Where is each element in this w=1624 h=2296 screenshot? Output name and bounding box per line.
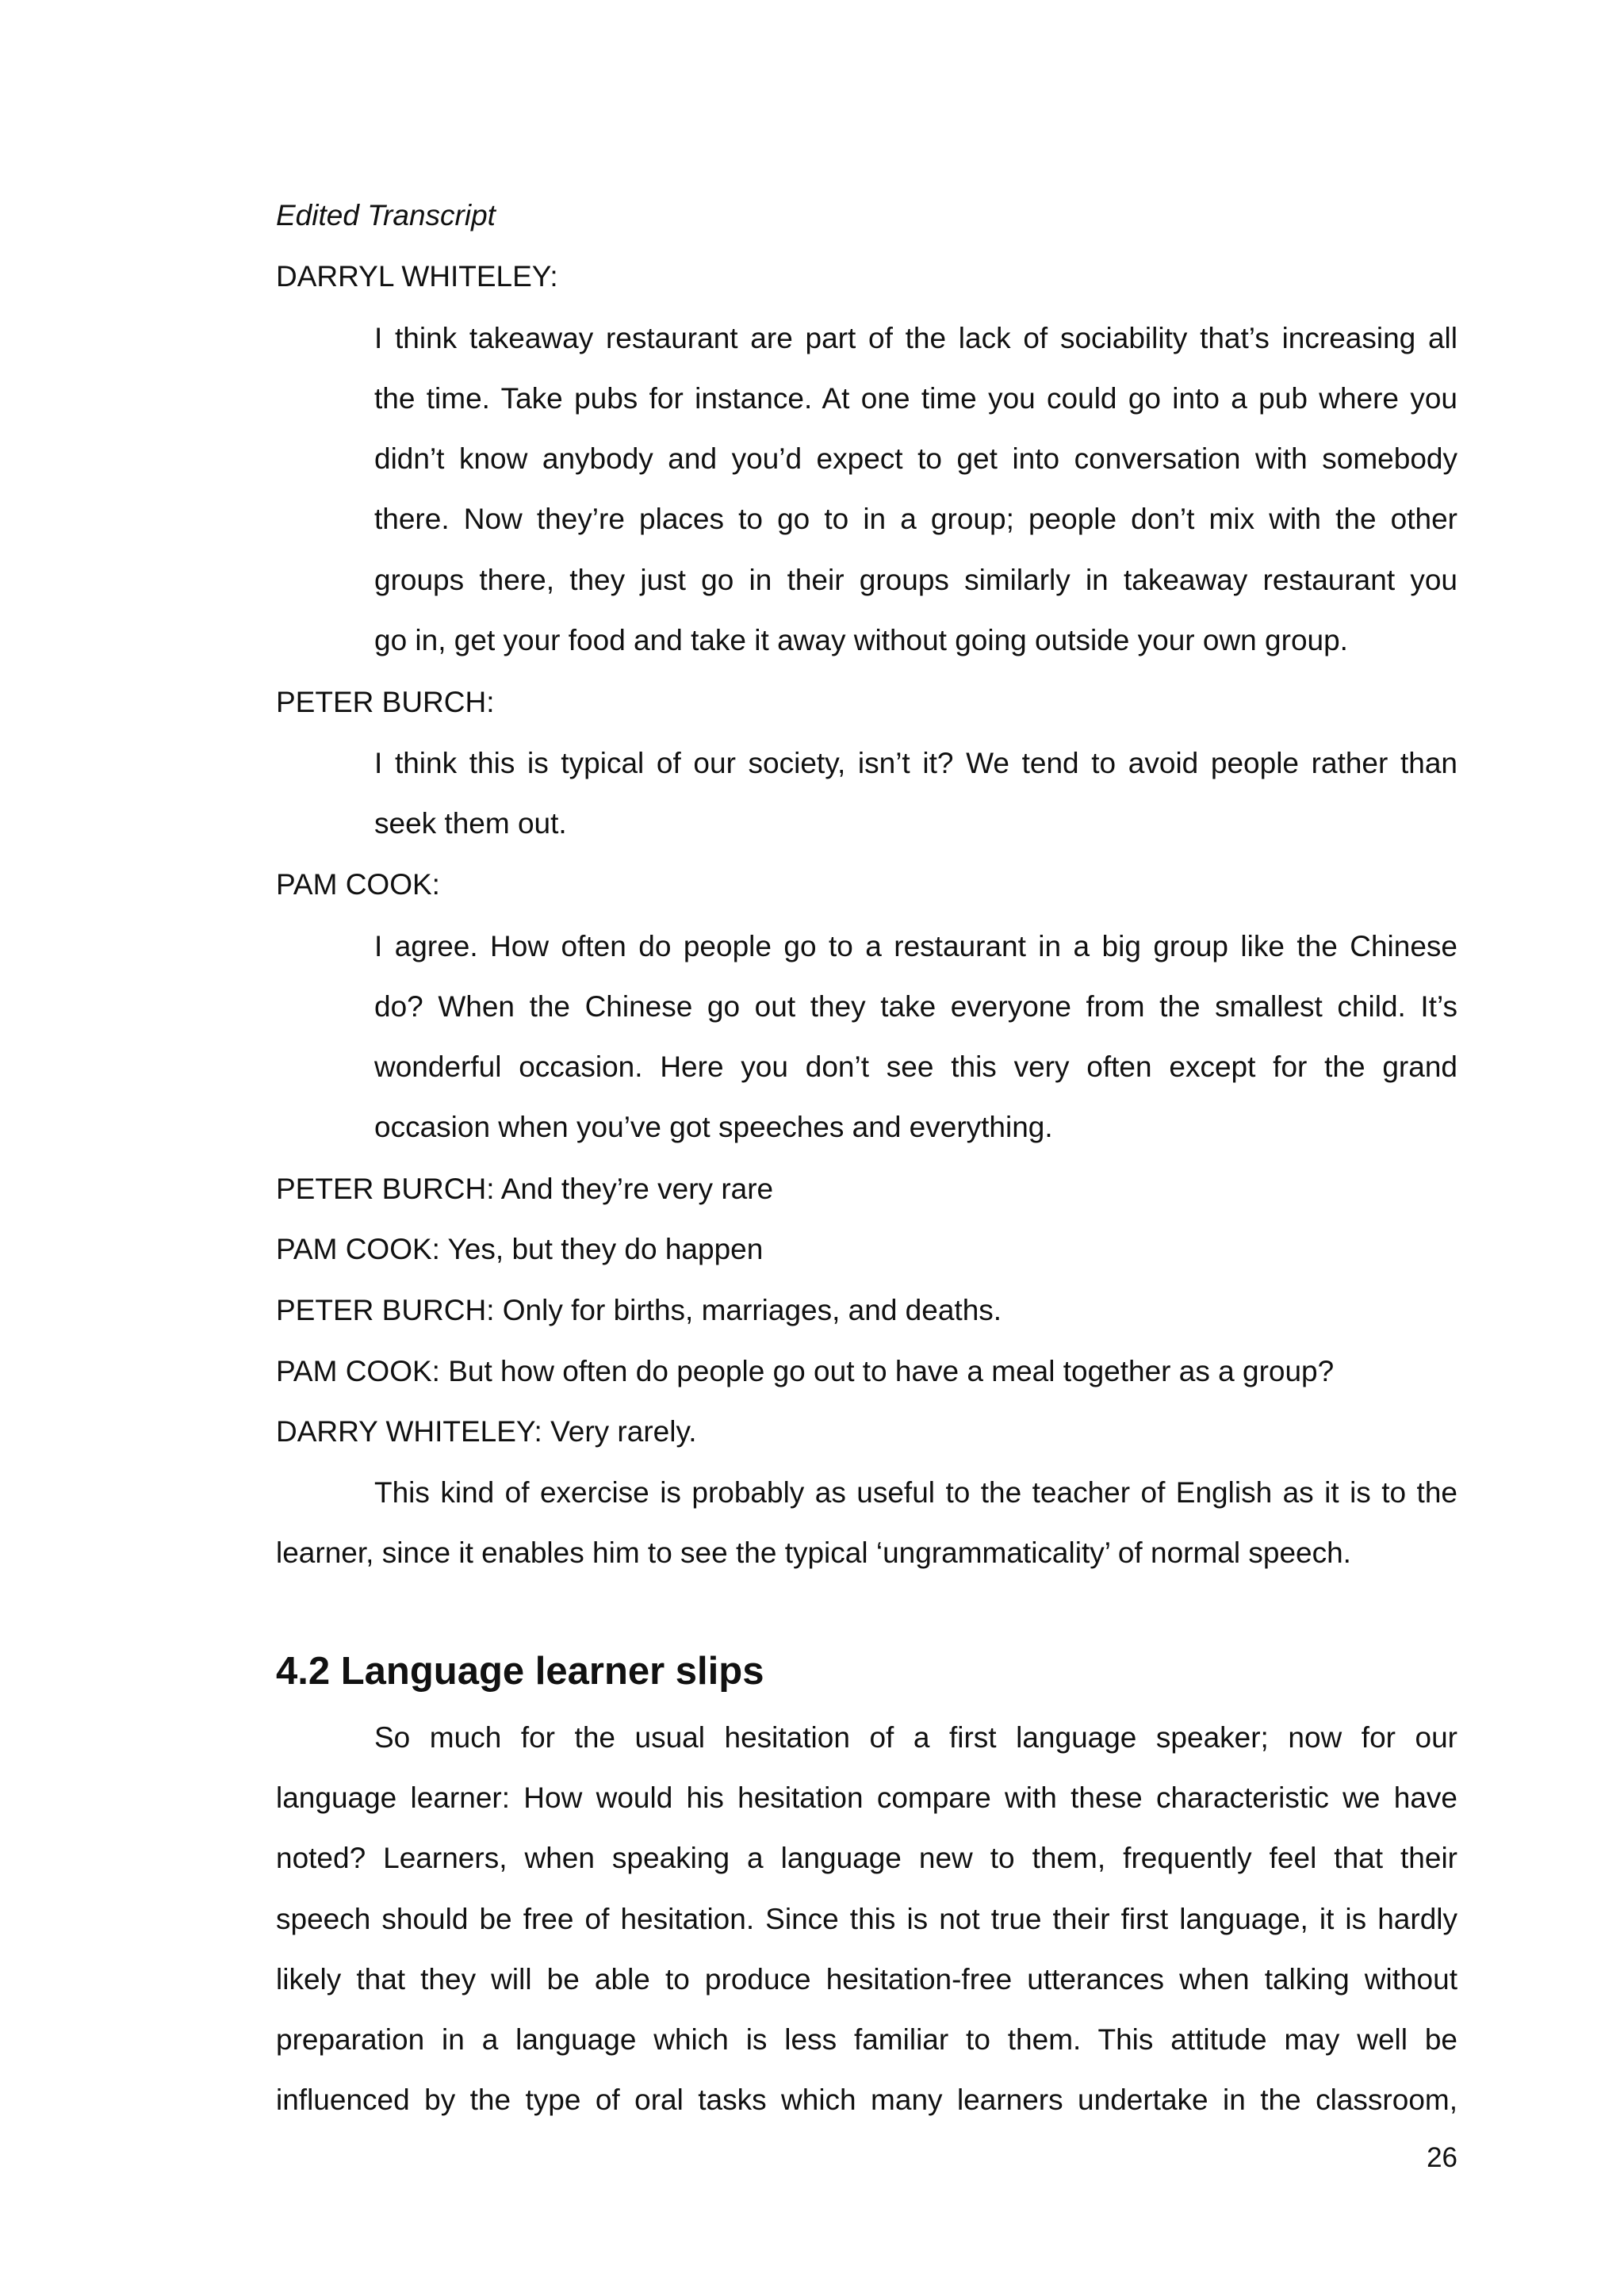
transcript-line: didn’t know anybody and you’d expect to get into conversation with somebody [374,442,1457,475]
transcript-line: the time. Take pubs for instance. At one time you could go into a pub where you [374,382,1457,415]
commentary-line: This kind of exercise is probably as useful to the teacher of English as it is to the [374,1476,1457,1509]
transcript-line: wonderful occasion. Here you don’t see this very often except for the grand [374,1050,1457,1083]
exchange-line: DARRY WHITELEY: Very rarely. [276,1415,697,1448]
body-line: influenced by the type of oral tasks which many learners undertake in the classroom, [276,2084,1457,2116]
body-line: language learner: How would his hesitation compare with these characteristic we have [276,1781,1457,1814]
speaker-label: PAM COOK: [276,868,440,901]
section-heading: 4.2 Language learner slips [276,1650,764,1693]
commentary-line: learner, since it enables him to see the typical ‘ungrammaticality’ of normal speech. [276,1536,1351,1569]
body-line: noted? Learners, when speaking a language new to them, frequently feel that their [276,1842,1457,1874]
exchange-line: PETER BURCH: And they’re very rare [276,1173,774,1205]
transcript-line: go in, get your food and take it away without going outside your own group. [374,624,1348,656]
transcript-line: occasion when you’ve got speeches and everything. [374,1111,1053,1143]
transcript-line: do? When the Chinese go out they take everyone from the smallest child. It’s [374,990,1457,1023]
exchange-line: PETER BURCH: Only for births, marriages, and deaths. [276,1294,1002,1326]
transcript-line: I think this is typical of our society, isn’t it? We tend to avoid people rather than [374,747,1457,779]
body-line: preparation in a language which is less familiar to them. This attitude may well be [276,2023,1457,2056]
exchange-line: PAM COOK: But how often do people go out to have a meal together as a group? [276,1355,1335,1387]
page-number: 26 [1427,2142,1457,2173]
body-line: So much for the usual hesitation of a first language speaker; now for our [374,1721,1457,1754]
body-line: speech should be free of hesitation. Since this is not true their first language, it is hardly [276,1903,1457,1935]
speaker-label: DARRYL WHITELEY: [276,260,558,293]
speaker-label: PETER BURCH: [276,686,495,718]
transcript-line: seek them out. [374,807,567,840]
body-line: likely that they will be able to produce hesitation-free utterances when talking without [276,1963,1457,1996]
transcript-line: groups there, they just go in their groups similarly in takeaway restaurant you [374,564,1457,596]
section-label: Edited Transcript [276,199,496,232]
transcript-line: I agree. How often do people go to a restaurant in a big group like the Chinese [374,930,1457,962]
exchange-line: PAM COOK: Yes, but they do happen [276,1233,764,1265]
transcript-line: there. Now they’re places to go to in a group; people don’t mix with the other [374,503,1457,535]
transcript-line: I think takeaway restaurant are part of the lack of sociability that’s increasing all [374,322,1457,354]
